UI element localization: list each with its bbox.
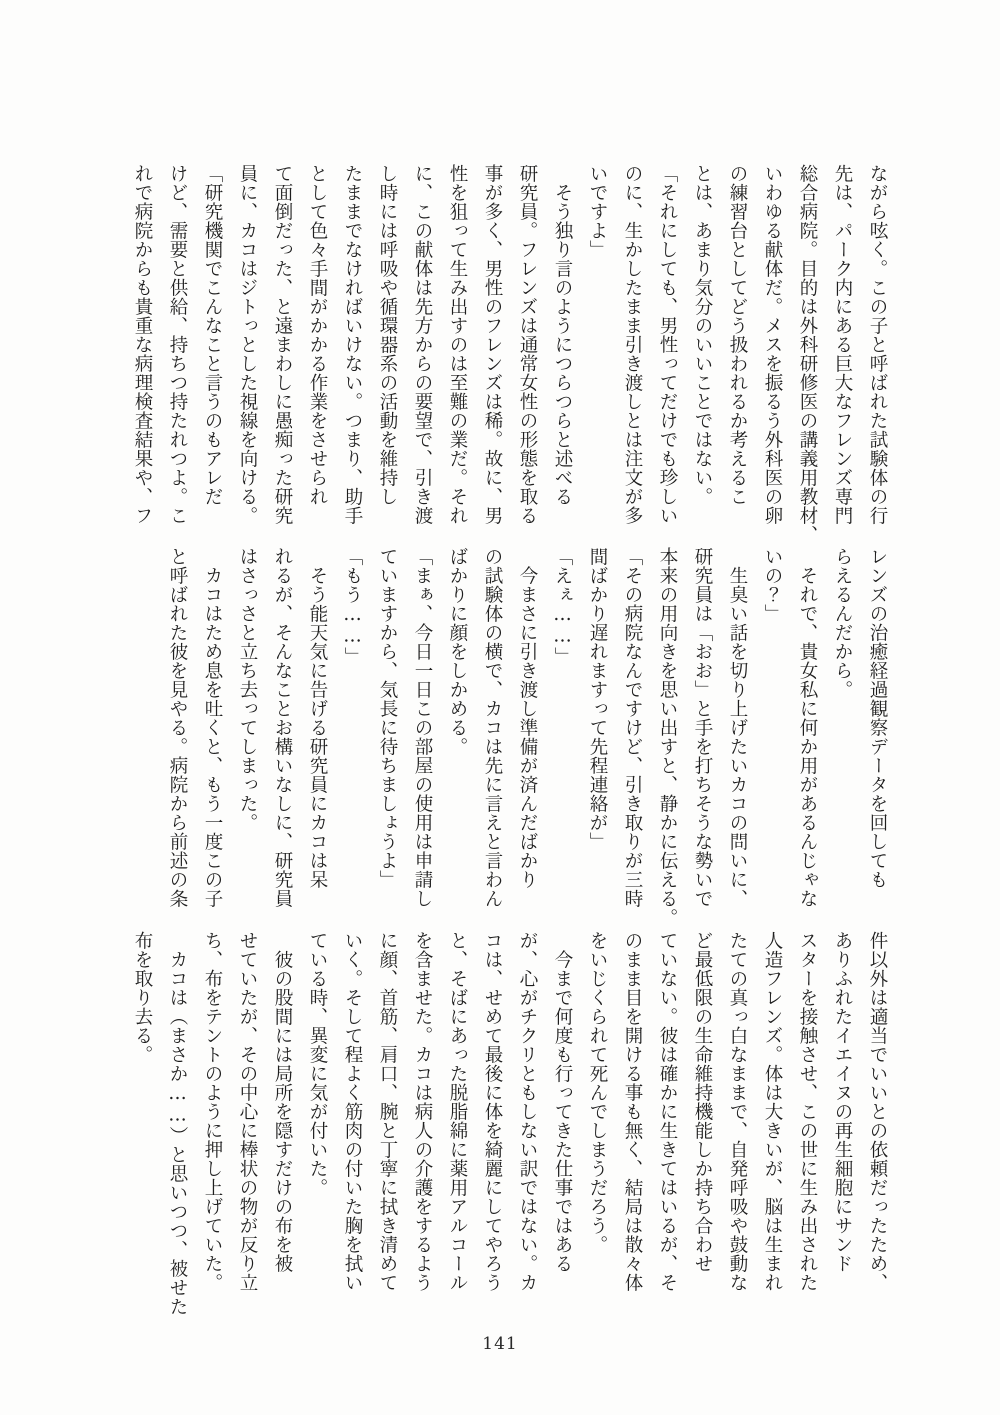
text-column: ありふれたイエイヌの再生細胞にサンド xyxy=(832,931,853,1273)
text-column: 今まさに引き渡し準備が済んだばかり xyxy=(517,547,538,889)
text-column: ばかりに顔をしかめる。 xyxy=(447,547,468,756)
text-column: ど最低限の生命維持機能しか持ち合わせ xyxy=(692,931,713,1273)
text-column: いですよ」 xyxy=(587,164,608,259)
text-column: れるが、そんなことお構いなしに、研究員 xyxy=(272,547,293,908)
text-column: 生臭い話を切り上げたいカコの問いに、 xyxy=(727,547,748,908)
text-column: スターを接触させ、この世に生み出された xyxy=(797,931,818,1292)
text-column: と呼ばれた彼を見やる。病院から前述の条 xyxy=(167,547,188,908)
text-section-middle xyxy=(160,547,895,927)
text-column: 本来の用向きを思い出すと、静かに伝える。 xyxy=(657,547,678,927)
text-column: て面倒だった、と遠まわしに愚痴った研究 xyxy=(272,164,293,525)
text-column: 人造フレンズ。体は大きいが、脳は生まれ xyxy=(762,931,783,1292)
text-column: 事が多く、男性のフレンズは稀。故に、男 xyxy=(482,164,503,525)
text-column: 研究員。フレンズは通常女性の形態を取る xyxy=(517,164,538,525)
text-column: いわゆる献体だ。メスを振るう外科医の卵 xyxy=(762,164,783,525)
text-column: のに、生かしたまま引き渡しとは注文が多 xyxy=(622,164,643,525)
text-column: いの？」 xyxy=(762,547,783,623)
text-column: はさっさと立ち去ってしまった。 xyxy=(237,547,258,832)
text-column: の試験体の横で、カコは先に言えと言わん xyxy=(482,547,503,908)
text-column: レンズの治癒経過観察データを回しても xyxy=(867,547,888,889)
text-column: 「その病院なんですけど、引き取りが三時 xyxy=(622,547,643,908)
text-column: 「まぁ、今日一日この部屋の使用は申請し xyxy=(412,547,433,908)
text-column: そう能天気に告げる研究員にカコは呆 xyxy=(307,547,328,889)
text-column: 件以外は適当でいいとの依頼だったため、 xyxy=(867,931,888,1292)
text-column: らえるんだから。 xyxy=(832,547,853,699)
text-column: 先は、パーク内にある巨大なフレンズ専門 xyxy=(832,164,853,525)
text-column: 員に、カコはジトっとした視線を向ける。 xyxy=(237,164,258,525)
page-number: 141 xyxy=(482,1334,518,1354)
text-column: たままでなければいけない。つまり、助手 xyxy=(342,164,363,525)
text-column: ていない。彼は確かに生きてはいるが、そ xyxy=(657,931,678,1292)
text-column: 「それにしても、男性ってだけでも珍しい xyxy=(657,164,678,525)
text-column: のまま目を開ける事も無く、結局は散々体 xyxy=(622,931,643,1292)
text-column: 研究員は「おお」と手を打ちそうな勢いで xyxy=(692,547,713,908)
text-column: カコは（まさか……）と思いつつ、被せた xyxy=(167,931,188,1316)
text-column: 彼の股間には局所を隠すだけの布を被 xyxy=(272,931,293,1273)
text-column: 「もう……」 xyxy=(342,547,363,666)
text-column: 総合病院。目的は外科研修医の講義用教材、 xyxy=(797,164,818,544)
text-column: をいじくられて死んでしまうだろう。 xyxy=(587,931,608,1254)
text-column: ち、布をテントのように押し上げていた。 xyxy=(202,931,223,1292)
text-section-bottom xyxy=(125,931,895,1316)
text-column: ながら呟く。この子と呼ばれた試験体の行 xyxy=(867,164,888,525)
text-column: の練習台としてどう扱われるか考えるこ xyxy=(727,164,748,506)
text-column: たての真っ白なままで、自発呼吸や鼓動な xyxy=(727,931,748,1292)
text-column: 布を取り去る。 xyxy=(132,931,153,1064)
text-column: 間ばかり遅れますって先程連絡が」 xyxy=(587,547,608,851)
text-column: ていますから、気長に待ちましょうよ」 xyxy=(377,547,398,889)
text-column: に、この献体は先方からの要望で、引き渡 xyxy=(412,164,433,525)
text-column: 今まで何度も行ってきた仕事ではある xyxy=(552,931,573,1273)
text-column: いく。そして程よく筋肉の付いた胸を拭い xyxy=(342,931,363,1292)
text-column: が、心がチクリともしない訳ではない。カ xyxy=(517,931,538,1292)
text-column: を含ませた。カコは病人の介護をするよう xyxy=(412,931,433,1292)
text-column: し時には呼吸や循環器系の活動を維持し xyxy=(377,164,398,506)
text-column: ている時、異変に気が付いた。 xyxy=(307,931,328,1197)
text-column: として色々手間がかかる作業をさせられ xyxy=(307,164,328,506)
text-column: コは、せめて最後に体を綺麗にしてやろう xyxy=(482,931,503,1292)
text-column: れで病院からも貴重な病理検査結果や、フ xyxy=(132,164,153,525)
text-column: せていたが、その中心に棒状の物が反り立 xyxy=(237,931,258,1292)
text-column: 「研究機関でこんなこと言うのもアレだ xyxy=(202,164,223,506)
text-column: そう独り言のようにつらつらと述べる xyxy=(552,164,573,506)
text-column: カコはため息を吐くと、もう一度この子 xyxy=(202,547,223,908)
text-column: とは、あまり気分のいいことではない。 xyxy=(692,164,713,506)
text-column: 性を狙って生み出すのは至難の業だ。それ xyxy=(447,164,468,525)
text-column: けど、需要と供給、持ちつ持たれつよ。こ xyxy=(167,164,188,525)
text-column: 「えぇ……」 xyxy=(552,547,573,666)
text-column: に顔、首筋、肩口、腕と丁寧に拭き清めて xyxy=(377,931,398,1292)
text-column: それで、貴女私に何か用があるんじゃな xyxy=(797,547,818,908)
text-column: と、そばにあった脱脂綿に薬用アルコール xyxy=(447,931,468,1292)
text-section-top xyxy=(125,164,895,544)
